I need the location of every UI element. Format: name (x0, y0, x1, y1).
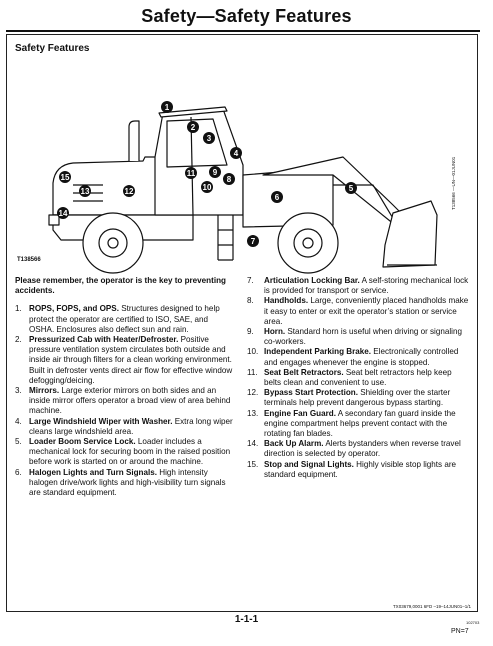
feature-term: Pressurized Cab with Heater/Defroster. (29, 335, 179, 345)
feature-number: 3. (15, 386, 22, 396)
feature-item (247, 388, 469, 408)
svg-text:15: 15 (60, 173, 70, 182)
svg-text:1: 1 (164, 103, 170, 112)
feature-number: 1. (15, 304, 22, 314)
svg-text:11: 11 (186, 169, 196, 178)
feature-item (15, 335, 233, 386)
feature-number: 12. (247, 388, 259, 398)
feature-number: 5. (15, 437, 22, 447)
feature-term: Engine Fan Guard. (264, 408, 336, 418)
svg-text:4: 4 (233, 149, 239, 158)
feature-term: Articulation Locking Bar. (264, 276, 360, 285)
feature-number: 9. (247, 327, 254, 337)
callout-13 (79, 185, 91, 197)
feature-description: A self-storing mechanical lock is provided for transport or service. (264, 276, 469, 296)
intro-text: Please remember, the operator is the key to preventing accidents. (15, 276, 226, 296)
svg-text:7: 7 (250, 237, 256, 246)
feature-text (264, 460, 469, 480)
callout-8 (223, 173, 235, 185)
feature-item (247, 276, 469, 296)
svg-text:3: 3 (206, 134, 212, 143)
feature-text (29, 386, 233, 417)
svg-text:8: 8 (226, 175, 232, 184)
callout-15 (59, 171, 71, 183)
callout-10 (201, 181, 213, 193)
feature-text (264, 276, 469, 296)
callout-11 (185, 167, 197, 179)
feature-term: Seat Belt Retractors. (264, 367, 344, 377)
feature-number: 7. (247, 276, 254, 285)
callout-3 (203, 132, 215, 144)
svg-text:2: 2 (190, 123, 196, 132)
callout-14 (57, 207, 69, 219)
feature-text (264, 296, 469, 327)
page-number: 1-1-1 (234, 614, 259, 625)
feature-item (247, 439, 469, 459)
feature-term: Independent Parking Brake. (264, 347, 372, 357)
feature-item (247, 460, 469, 480)
feature-text (264, 439, 469, 459)
feature-number: 6. (15, 467, 22, 477)
feature-text (29, 437, 233, 468)
feature-text (29, 417, 233, 437)
svg-text:13: 13 (80, 187, 90, 196)
svg-text:10: 10 (202, 183, 212, 192)
feature-description: Electronically controlled and engages whenever the engine is stopped. (264, 347, 459, 367)
feature-list-left (15, 276, 233, 498)
feature-term: Handholds. (264, 296, 309, 306)
callout-6 (271, 191, 283, 203)
feature-term: Horn. (264, 327, 286, 337)
feature-description: A secondary fan guard inside the engine compartment helps prevent contact with the rotating fan blades. (264, 408, 456, 439)
feature-item (15, 468, 233, 499)
feature-text (264, 327, 469, 347)
wheel-loader-illustration (33, 65, 443, 275)
feature-number: 11. (247, 367, 258, 377)
feature-description: Alerts bystanders when reverse travel direction is selected by operator. (264, 439, 461, 459)
feature-term: Halogen Lights and Turn Signals. (29, 467, 158, 477)
feature-number: 13. (247, 408, 259, 418)
feature-term: Back Up Alarm. (264, 439, 324, 449)
feature-number: 2. (15, 335, 22, 345)
footer-code: TX03679,0001 6FD –19–14JUN01–1/1 (392, 604, 471, 609)
feature-text (29, 335, 233, 386)
feature-text (264, 409, 469, 440)
feature-item (247, 347, 469, 367)
feature-text (264, 347, 469, 367)
feature-item (247, 409, 469, 440)
svg-text:14: 14 (58, 209, 68, 218)
figure-code: T138566 (17, 257, 41, 263)
content-frame (6, 34, 478, 612)
feature-description: Structures designed to help protect the operator are certified to ISO, SAE, and OSHA. Enclosures also deflect sun and rain. (29, 304, 220, 334)
feature-term: ROPS, FOPS, and OPS. (29, 304, 119, 314)
feature-number: 8. (247, 296, 254, 306)
callout-1 (161, 101, 173, 113)
feature-description: Positive pressure ventilation system circulates both outside and inside air through filters for a clean working environment. Built in defroster vents direct air flow for effective window defogging/deicing. (29, 335, 233, 385)
feature-text (264, 388, 469, 408)
feature-item (15, 386, 233, 417)
small-date: 102703 (466, 620, 480, 625)
callout-2 (187, 121, 199, 133)
svg-text:5: 5 (348, 184, 354, 193)
feature-description: Extra long wiper cleans large windshield area. (29, 416, 233, 436)
callout-9 (209, 166, 221, 178)
feature-description: Large exterior mirrors on both sides and an inside mirror offers operator a broad view of area behind machine. (29, 386, 231, 416)
feature-item (247, 296, 469, 327)
feature-term: Bypass Start Protection. (264, 388, 359, 398)
feature-item (247, 368, 469, 388)
feature-term: Mirrors. (29, 386, 60, 396)
feature-item (247, 327, 469, 347)
feature-text (264, 368, 469, 388)
feature-term: Loader Boom Service Lock. (29, 437, 136, 447)
feature-number: 14. (247, 439, 259, 449)
feature-item (15, 417, 233, 437)
feature-description: Loader includes a mechanical lock for securing boom in the raised position before work is started on or around the machine. (29, 437, 231, 467)
feature-number: 15. (247, 459, 259, 469)
callout-7 (247, 235, 259, 247)
callout-5 (345, 182, 357, 194)
callout-12 (123, 185, 135, 197)
svg-text:9: 9 (212, 168, 218, 177)
callout-4 (230, 147, 242, 159)
feature-term: Large Windshield Wiper with Washer. (29, 416, 173, 426)
page-title: Safety—Safety Features (141, 6, 352, 26)
feature-item (15, 437, 233, 468)
pn-label: PN=7 (451, 628, 469, 635)
feature-description: Standard horn is useful when driving or signaling co-workers. (264, 327, 462, 347)
feature-description: Seat belt retractors help keep belts clean and convenient to use. (264, 367, 452, 388)
figure-side-code: T138566 —UN—01JUN01 (451, 156, 456, 210)
svg-text:12: 12 (124, 187, 134, 196)
feature-description: Large, conveniently placed handholds make it easy to enter or exit the operator’s station or service area. (264, 296, 469, 326)
feature-number: 10. (247, 347, 259, 357)
feature-item (15, 304, 233, 335)
feature-text (29, 468, 233, 499)
feature-text (29, 304, 233, 335)
svg-text:6: 6 (274, 193, 280, 202)
feature-number: 4. (15, 416, 22, 426)
section-heading: Safety Features (15, 43, 90, 54)
feature-description: High intensity halogen drive/work lights and high-visibility turn signals are standard equipment. (29, 467, 226, 498)
feature-term: Stop and Signal Lights. (264, 459, 354, 469)
feature-list-right (247, 276, 469, 480)
feature-description: Shielding over the starter terminals help prevent dangerous bypass starting. (264, 388, 451, 408)
title-rule (6, 30, 480, 32)
feature-description: Highly visible stop lights are standard equipment. (264, 459, 457, 479)
